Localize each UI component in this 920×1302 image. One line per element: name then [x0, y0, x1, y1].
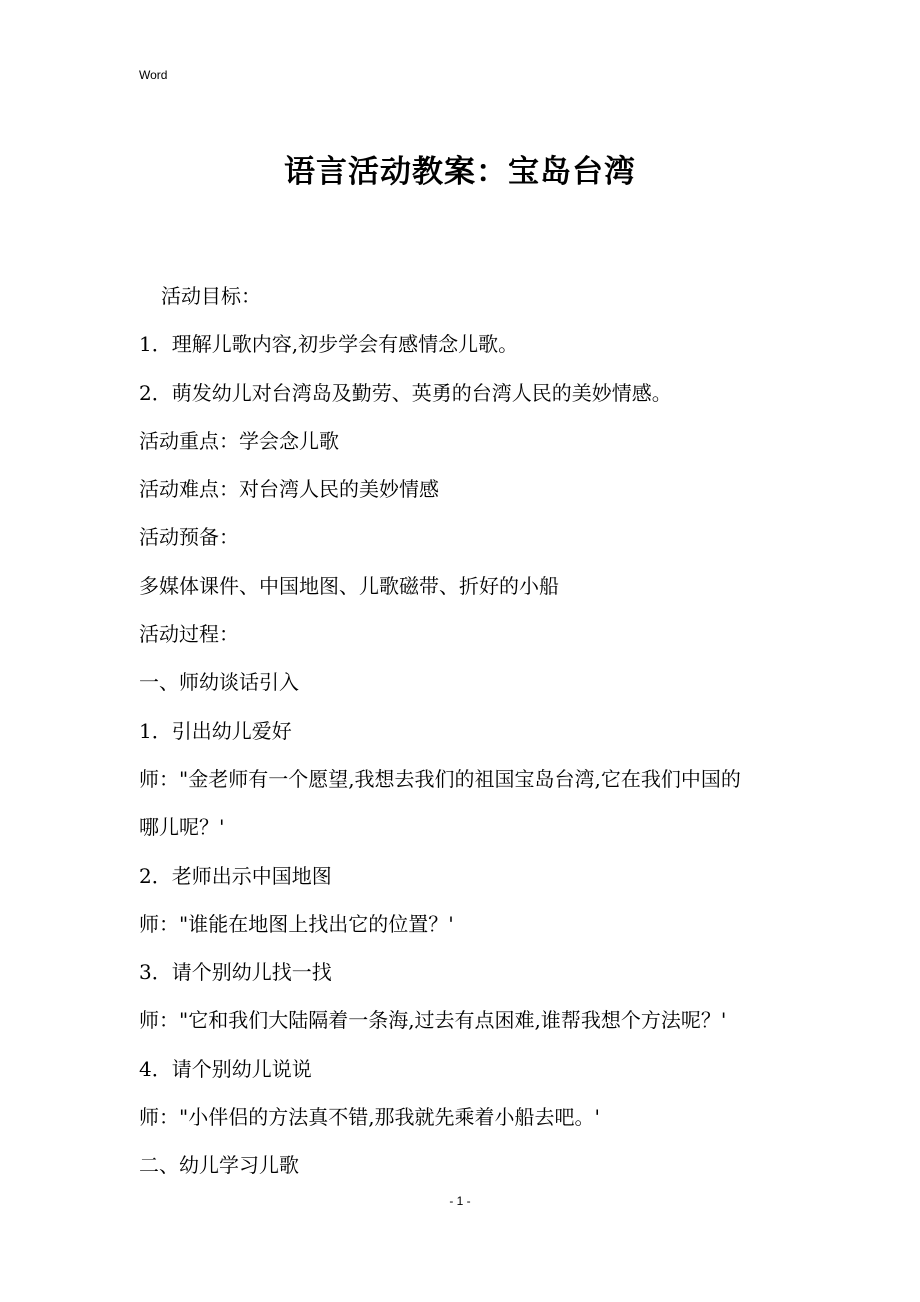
- body-line: 2．老师出示中国地图: [139, 863, 332, 888]
- body-line: 师："小伴侣的方法真不错,那我就先乘着小船去吧。': [139, 1105, 601, 1130]
- body-line: 活动重点：学会念儿歌: [139, 428, 339, 453]
- body-line: 活动预备：: [139, 525, 239, 550]
- body-line: 活动过程：: [139, 622, 239, 647]
- document-body: [139, 278, 799, 1196]
- body-line: 2．萌发幼儿对台湾岛及勤劳、英勇的台湾人民的美妙情感。: [139, 380, 672, 405]
- body-line: 师："谁能在地图上找出它的位置？': [139, 911, 454, 936]
- body-line: 师："金老师有一个愿望,我想去我们的祖国宝岛台湾,它在我们中国的: [139, 766, 741, 791]
- body-line: 活动难点：对台湾人民的美妙情感: [139, 477, 439, 502]
- body-line: 活动目标：: [161, 284, 261, 308]
- body-line: 1．理解儿歌内容,初步学会有感情念儿歌。: [139, 332, 519, 357]
- document-title: 语言活动教案：宝岛台湾: [284, 154, 636, 190]
- body-line: 1．引出幼儿爱好: [139, 718, 292, 743]
- body-line: 一、师幼谈话引入: [139, 670, 299, 695]
- body-line: 3．请个别幼儿找一找: [139, 960, 332, 985]
- body-line: 二、幼儿学习儿歌: [139, 1153, 299, 1178]
- body-line: 多媒体课件、中国地图、儿歌磁带、折好的小船: [139, 573, 559, 598]
- page-number: - 1 -: [449, 1194, 471, 1208]
- body-line: 4．请个别幼儿说说: [139, 1056, 312, 1081]
- body-line: 师："它和我们大陆隔着一条海,过去有点困难,谁帮我想个方法呢？': [139, 1008, 727, 1033]
- body-line: 哪儿呢？': [139, 815, 225, 840]
- page-header-label: Word: [139, 68, 168, 82]
